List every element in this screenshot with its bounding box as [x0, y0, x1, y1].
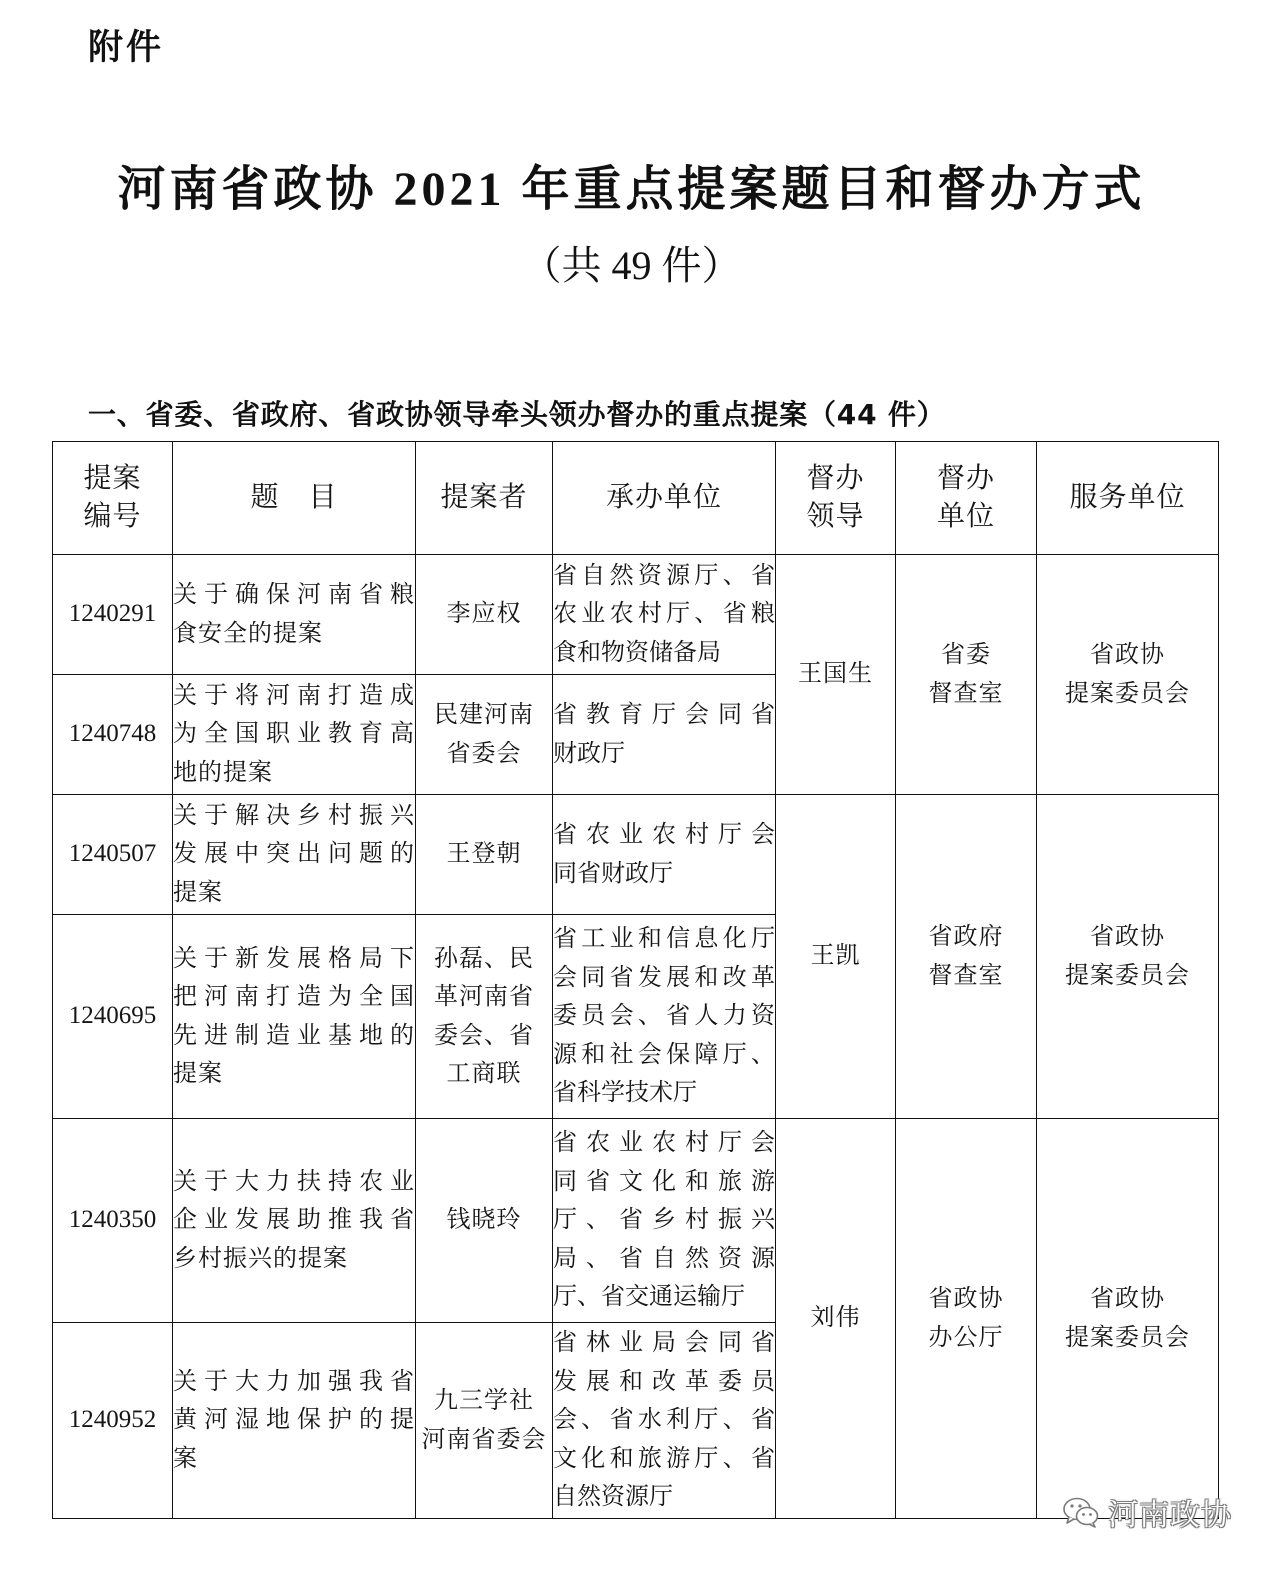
handling-unit-line: 自然资源厅	[553, 1484, 673, 1511]
handling-unit-line: 省工业和信息化厅	[553, 926, 775, 953]
proposer-cell	[416, 555, 553, 675]
proposal-title-line: 地的提案	[173, 759, 273, 786]
service-unit-line: 省政协	[1090, 642, 1165, 668]
proposal-title-line: 发展中突出问题的	[173, 841, 415, 868]
proposer-line: 王登朝	[446, 841, 522, 868]
column-header-proposal-number	[53, 442, 173, 555]
handling-unit-cell	[553, 675, 776, 795]
handling-unit-line: 源和社会保障厅、	[553, 1041, 775, 1068]
table-row	[53, 795, 1219, 915]
handling-unit-cell	[553, 555, 776, 675]
proposal-number-cell: 1240748	[53, 675, 173, 795]
supervising-leader-line: 王凯	[810, 943, 861, 970]
column-header-line: 领导	[806, 501, 865, 532]
handling-unit-line: 省农业农村厅会	[553, 1130, 775, 1157]
service-unit-cell	[1037, 555, 1219, 795]
column-header-handling-unit: 承办单位	[553, 442, 776, 555]
supervising-unit-line: 督查室	[928, 962, 1004, 989]
column-header-supervising-unit	[896, 442, 1037, 555]
proposal-number-cell: 1240507	[53, 795, 173, 915]
proposer-line: 李应权	[446, 601, 522, 628]
proposal-title-line: 提案	[173, 879, 223, 906]
proposal-title-cell	[173, 675, 416, 795]
service-unit-line: 提案委员会	[1065, 962, 1190, 989]
handling-unit-line: 食和物资储备局	[553, 639, 721, 666]
document-title: 河南省政协 2021 年重点提案题目和督办方式	[117, 163, 1146, 216]
proposer-cell	[416, 915, 553, 1119]
service-unit-line: 提案委员会	[1065, 1324, 1190, 1351]
handling-unit-line: 省林业局会同省	[553, 1330, 775, 1357]
proposal-title-cell	[173, 1119, 416, 1323]
proposer-line: 孙磊、民	[434, 945, 534, 972]
proposal-title-line: 关于解决乡村振兴	[173, 802, 415, 829]
proposal-title-line: 关于将河南打造成	[173, 682, 415, 709]
handling-unit-line: 厅、省乡村振兴	[553, 1207, 775, 1234]
proposal-title-line: 关于确保河南省粮	[173, 582, 415, 608]
proposal-title-line: 为全国职业教育高	[173, 721, 415, 748]
supervising-unit-line: 办公厅	[928, 1324, 1004, 1351]
supervising-leader-cell	[776, 795, 896, 1119]
proposal-title-line: 食安全的提案	[173, 620, 323, 647]
column-header-proposer: 提案者	[416, 442, 553, 555]
handling-unit-line: 财政厅	[553, 740, 625, 767]
proposal-number-cell: 1240695	[53, 915, 173, 1119]
supervising-unit-cell	[896, 795, 1037, 1119]
proposal-title-line: 把河南打造为全国	[173, 984, 415, 1010]
supervising-unit-cell	[896, 555, 1037, 795]
proposer-line: 民建河南	[434, 702, 534, 728]
column-header-title: 题 目	[173, 442, 416, 555]
proposer-cell	[416, 1119, 553, 1323]
column-header-line: 编号	[83, 501, 142, 532]
service-unit-cell	[1037, 795, 1219, 1119]
watermark	[1062, 1492, 1232, 1532]
supervising-leader-line: 王国生	[798, 661, 873, 688]
supervising-leader-cell	[776, 555, 896, 795]
service-unit-line: 提案委员会	[1065, 680, 1190, 707]
proposer-line: 九三学社	[434, 1388, 534, 1414]
handling-unit-line: 会同省发展和改革	[553, 964, 775, 991]
supervising-unit-line: 省委	[941, 642, 991, 668]
service-unit-line: 省政协	[1090, 924, 1165, 950]
handling-unit-line: 同省文化和旅游	[553, 1168, 775, 1195]
proposer-line: 委会、省	[434, 1022, 534, 1049]
key-proposals-table	[52, 441, 1219, 1519]
column-header-line: 督办	[806, 462, 865, 494]
supervising-leader-cell	[776, 1119, 896, 1519]
handling-unit-line: 厅、省交通运输厅	[553, 1284, 745, 1311]
proposer-line: 革河南省	[434, 984, 534, 1010]
proposal-title-cell	[173, 795, 416, 915]
service-unit-line: 省政协	[1090, 1286, 1165, 1312]
handling-unit-line: 省教育厅会同省	[553, 702, 775, 728]
proposal-title-line: 关于新发展格局下	[173, 945, 415, 972]
proposer-line: 河南省委会	[421, 1426, 547, 1453]
handling-unit-line: 省农业农村厅会	[553, 822, 775, 848]
table-row	[53, 1119, 1219, 1323]
handling-unit-line: 省自然资源厅、省	[553, 562, 775, 589]
proposer-cell	[416, 1323, 553, 1519]
column-header-line: 督办	[936, 462, 995, 494]
column-header-service-unit: 服务单位	[1037, 442, 1219, 555]
column-header-line: 单位	[936, 501, 995, 532]
handling-unit-line: 农业农村厅、省粮	[553, 601, 775, 628]
document-subtitle: （共 49 件）	[521, 243, 742, 288]
supervising-unit-line: 督查室	[928, 680, 1004, 707]
proposal-number-cell: 1240952	[53, 1323, 173, 1519]
supervising-unit-line: 省政府	[928, 924, 1004, 950]
table-row	[53, 555, 1219, 675]
supervising-unit-cell	[896, 1119, 1037, 1519]
handling-unit-cell	[553, 915, 776, 1119]
wechat-icon	[1062, 1496, 1100, 1528]
proposal-title-line: 提案	[173, 1061, 223, 1087]
proposal-number-cell: 1240350	[53, 1119, 173, 1323]
handling-unit-line: 文化和旅游厅、省	[553, 1445, 775, 1472]
handling-unit-cell	[553, 795, 776, 915]
handling-unit-line: 委员会、省人力资	[553, 1003, 775, 1030]
supervising-leader-line: 刘伟	[810, 1305, 861, 1332]
table-header-row	[53, 442, 1219, 555]
proposal-title-cell	[173, 1323, 416, 1519]
proposal-title-line: 关于大力扶持农业	[173, 1168, 415, 1195]
attachment-label: 附件	[88, 28, 165, 68]
handling-unit-cell	[553, 1119, 776, 1323]
proposal-title-cell	[173, 555, 416, 675]
watermark-text: 河南政协	[1108, 1498, 1232, 1533]
section-heading: 一、省委、省政府、省政协领导牵头领办督办的重点提案（44 件）	[88, 398, 946, 431]
column-header-supervising-leader	[776, 442, 896, 555]
handling-unit-line: 局、省自然资源	[553, 1245, 775, 1272]
handling-unit-line: 省科学技术厅	[553, 1080, 697, 1107]
handling-unit-line: 同省财政厅	[553, 860, 673, 887]
proposal-title-line: 黄河湿地保护的提	[173, 1407, 415, 1434]
supervising-unit-line: 省政协	[928, 1286, 1004, 1312]
handling-unit-cell	[553, 1323, 776, 1519]
service-unit-cell	[1037, 1119, 1219, 1519]
proposal-title-cell	[173, 915, 416, 1119]
proposal-title-line: 企业发展助推我省	[173, 1207, 415, 1234]
proposer-line: 工商联	[446, 1061, 522, 1087]
proposer-line: 省委会	[446, 740, 522, 767]
column-header-line: 提案	[83, 462, 142, 494]
proposal-title-line: 乡村振兴的提案	[173, 1245, 348, 1272]
proposer-line: 钱晓玲	[446, 1207, 522, 1234]
proposer-cell	[416, 675, 553, 795]
proposal-title-line: 案	[173, 1445, 198, 1472]
proposer-cell	[416, 795, 553, 915]
handling-unit-line: 会、省水利厅、省	[553, 1407, 775, 1434]
proposal-title-line: 关于大力加强我省	[173, 1368, 415, 1395]
proposal-number-cell: 1240291	[53, 555, 173, 675]
handling-unit-line: 发展和改革委员	[553, 1368, 775, 1395]
proposal-title-line: 先进制造业基地的	[173, 1022, 415, 1049]
